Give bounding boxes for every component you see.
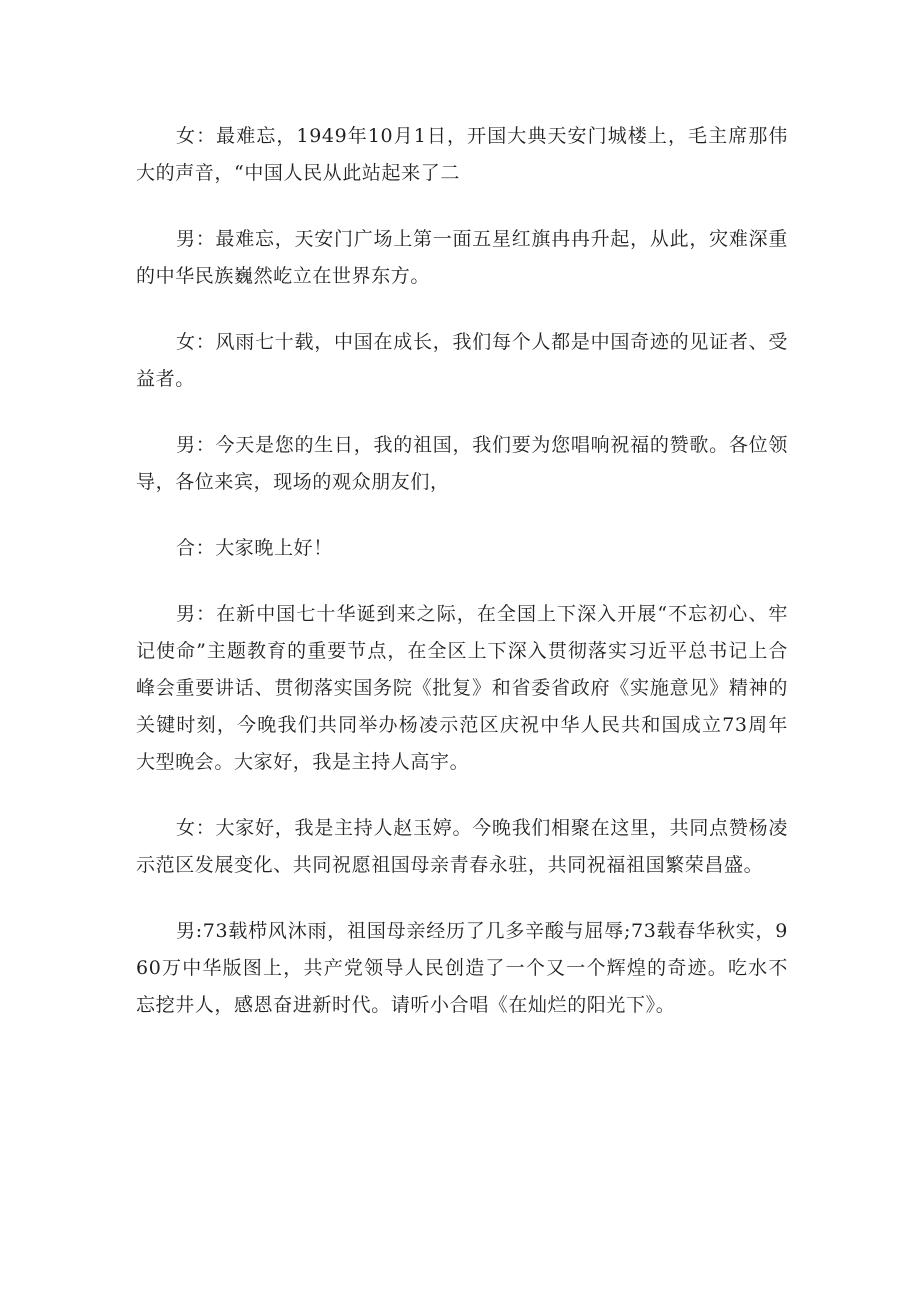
paragraph: 男：今天是您的生日，我的祖国，我们要为您唱响祝福的赞歌。各位领导，各位来宾，现场的观众朋友们， [136,434,788,493]
paragraph: 男:73载栉风沐雨，祖国母亲经历了几多辛酸与屈辱;73载春华秋实，960万中华版图上，共产党领导人民创造了一个又一个辉煌的奇迹。吃水不忘挖井人，感恩奋进新时代。请听小合唱《在灿烂的阳光下》。 [136,920,788,1016]
paragraph: 女：最难忘，1949年10月1日，开国大典天安门城楼上，毛主席那伟大的声音，“中国人民从此站起来了二 [136,125,788,184]
paragraph: 女：大家好，我是主持人赵玉婷。今晚我们相聚在这里，共同点赞杨凌示范区发展变化、共同祝愿祖国母亲青春永驻，共同祝福祖国繁荣昌盛。 [136,817,788,876]
script-body [136,118,788,1053]
paragraph: 合：大家晚上好！ [176,537,333,559]
paragraph: 男：最难忘，天安门广场上第一面五星红旗冉冉升起，从此，灾难深重的中华民族巍然屹立在世界东方。 [136,228,788,287]
paragraph: 女：风雨七十载，中国在成长，我们每个人都是中国奇迹的见证者、受益者。 [136,331,788,390]
paragraph: 男：在新中国七十华诞到来之际，在全国上下深入开展“不忘初心、牢记使命”主题教育的重要节点，在全区上下深入贯彻落实习近平总书记上合峰会重要讲话、贯彻落实国务院《批复》和省委省政府《实施意见》精神的关键时刻，今晚我们共同举办杨凌示范区庆祝中华人民共和国成立73周年大型晚会。大家好，我是主持人高宇。 [136,603,788,773]
